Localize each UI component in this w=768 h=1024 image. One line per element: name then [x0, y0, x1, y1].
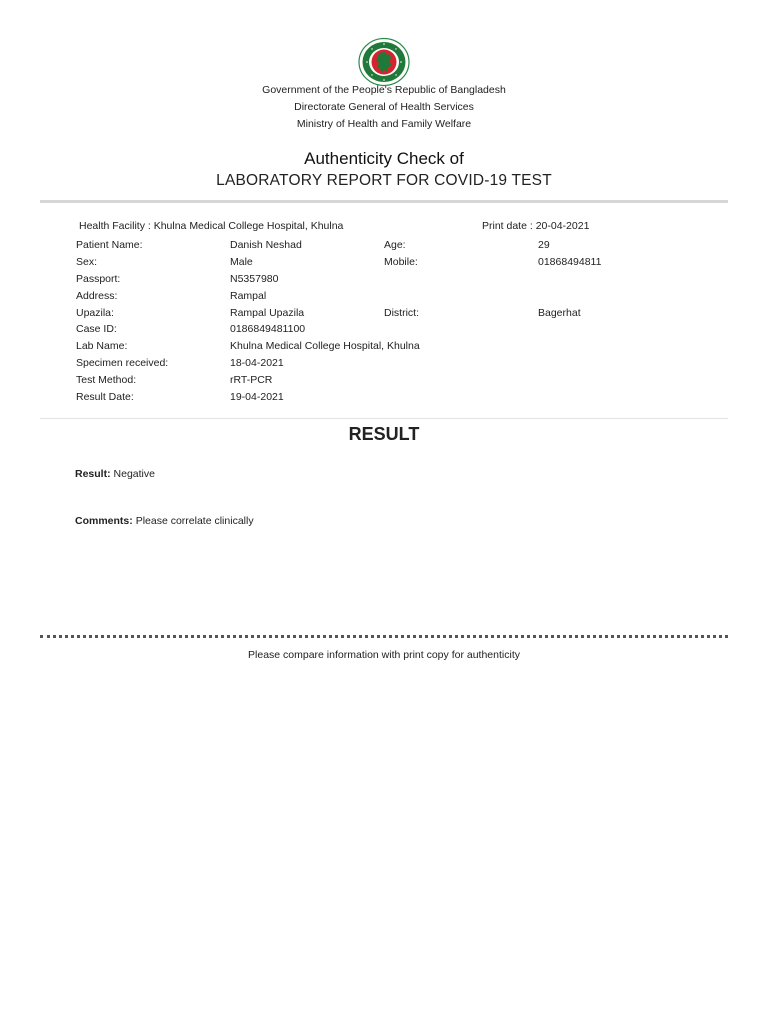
health-facility-value: Khulna Medical College Hospital, Khulna — [153, 220, 344, 232]
patient-name-label: Patient Name: — [76, 239, 143, 251]
result-heading: RESULT — [348, 424, 420, 444]
comments-label: Comments: — [75, 515, 133, 527]
case-id-label: Case ID: — [76, 323, 117, 335]
footer-divider — [40, 635, 728, 638]
directorate-name: Directorate General of Health Services — [294, 101, 474, 113]
result-field — [75, 468, 155, 480]
print-date-field — [482, 220, 589, 232]
government-name: Government of the People's Republic of Bangladesh — [262, 84, 506, 96]
lab-name-label: Lab Name: — [76, 340, 128, 352]
page-subtitle: LABORATORY REPORT FOR COVID-19 TEST — [216, 172, 552, 189]
print-date-label: Print date : — [482, 220, 533, 232]
print-date-value: 20-04-2021 — [535, 220, 590, 232]
comments-field — [75, 515, 254, 527]
case-id-value: 0186849481100 — [230, 323, 306, 335]
address-label: Address: — [76, 290, 118, 302]
test-method-label: Test Method: — [76, 374, 137, 386]
details-divider — [40, 418, 728, 419]
government-seal-icon — [357, 37, 411, 87]
age-label: Age: — [384, 239, 406, 251]
upazila-value: Rampal Upazila — [230, 307, 305, 319]
result-date-label: Result Date: — [76, 391, 134, 403]
patient-name-value: Danish Neshad — [230, 239, 302, 251]
comments-value: Please correlate clinically — [135, 515, 254, 527]
passport-label: Passport: — [76, 273, 121, 285]
district-label: District: — [384, 307, 419, 319]
result-value: Negative — [113, 468, 155, 480]
authenticity-note: Please compare information with print copy for authenticity — [248, 649, 520, 661]
specimen-received-value: 18-04-2021 — [230, 357, 284, 369]
mobile-value: 01868494811 — [538, 256, 602, 268]
page-title: Authenticity Check of — [304, 149, 464, 168]
address-value: Rampal — [230, 290, 267, 302]
test-method-value: rRT-PCR — [230, 374, 273, 386]
mobile-label: Mobile: — [384, 256, 418, 268]
header-divider — [40, 200, 728, 203]
district-value: Bagerhat — [538, 307, 581, 319]
health-facility-field — [79, 220, 343, 232]
age-value: 29 — [538, 239, 550, 251]
seal-svg — [357, 37, 411, 87]
specimen-received-label: Specimen received: — [76, 357, 169, 369]
result-date-value: 19-04-2021 — [230, 391, 284, 403]
health-facility-label: Health Facility : — [79, 220, 151, 232]
sex-value: Male — [230, 256, 253, 268]
sex-label: Sex: — [76, 256, 98, 268]
passport-value: N5357980 — [230, 273, 279, 285]
ministry-name: Ministry of Health and Family Welfare — [296, 118, 472, 130]
lab-name-value: Khulna Medical College Hospital, Khulna — [230, 340, 420, 352]
result-label: Result: — [75, 468, 111, 480]
upazila-label: Upazila: — [76, 307, 114, 319]
